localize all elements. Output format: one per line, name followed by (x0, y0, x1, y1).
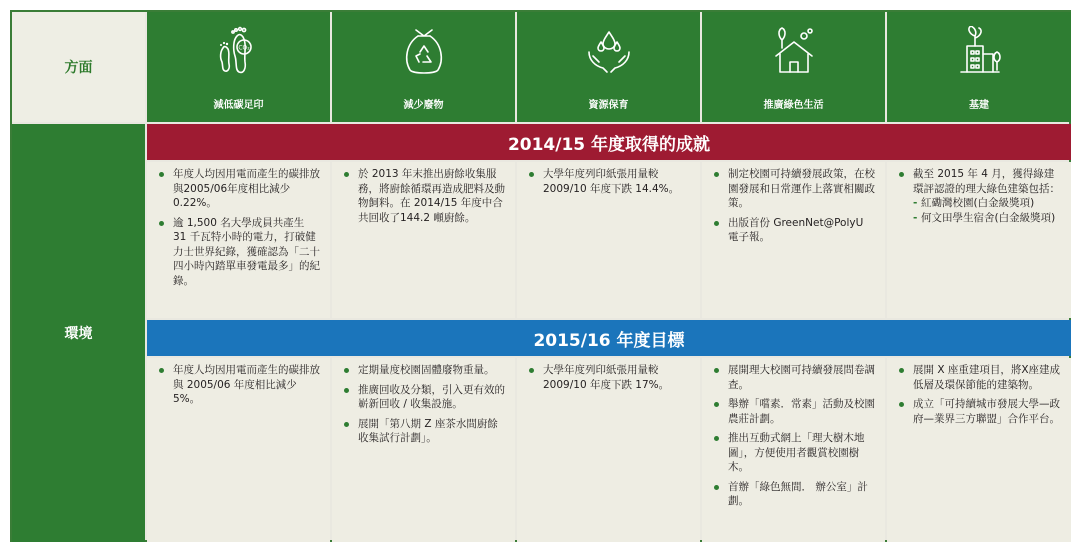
category-label: 基建 (969, 100, 989, 111)
list-item: 出版首份 GreenNet@PolyU 電子報。 (712, 216, 875, 245)
achievement-cell-infrastructure (887, 162, 1071, 318)
category-label: 推廣綠色生活 (763, 100, 824, 111)
list-item: 推出互動式網上「理大樹木地圖」，方便使用者觀賞校園樹木。 (712, 431, 875, 475)
list-item: 展開理大校園可持續發展問卷調查。 (712, 363, 875, 392)
list-item: 首辦「綠色無間． 辦公室」計劃。 (712, 480, 875, 509)
list-item: 制定校園可持續發展政策，在校園發展和日常運作上落實相關政策。 (712, 167, 875, 211)
header-resource-conservation (517, 12, 700, 122)
sub-item: - 何文田學生宿舍(白金級獎項) (913, 211, 1056, 224)
achievements-heading: 2014/15 年度取得的成就 (147, 124, 1071, 160)
list-item: 展開 X 座重建項目，將X座建成低層及環保節能的建築物。 (897, 363, 1061, 392)
sustainability-table (10, 10, 1071, 542)
header-carbon-footprint (147, 12, 330, 122)
list-item: 於 2013 年末推出廚餘收集服務，將廚餘循環再造成肥料及動物飼料。在 2014/15 年度中合共回收了144.2 噸廚餘。 (342, 167, 505, 225)
list-item: 截至 2015 年 4 月，獲得綠建環評認證的理大綠色建築包括： - 紅磡灣校園(白金級獎項) - 何文田學生宿舍(白金級獎項) (897, 167, 1061, 225)
water-hands-icon (583, 26, 635, 78)
category-label: 減低碳足印 (213, 100, 264, 111)
list-item: 成立「可持續城市發展大學—政府—業界三方聯盟」合作平台。 (897, 397, 1061, 426)
target-cell-carbon (147, 358, 330, 542)
achievement-cell-waste (332, 162, 515, 318)
footprint-co2-icon (213, 26, 265, 78)
list-item: 舉辦「嚐素．常素」活動及校園農莊計劃。 (712, 397, 875, 426)
targets-heading: 2015/16 年度目標 (147, 320, 1071, 356)
header-green-living (702, 12, 885, 122)
svg-text:CO₂: CO₂ (237, 44, 250, 52)
target-cell-resource (517, 358, 700, 542)
target-cell-infrastructure (887, 358, 1071, 542)
category-label: 資源保育 (588, 100, 629, 111)
list-item: 展開「第八期 Z 座茶水間廚餘收集試行計劃」。 (342, 417, 505, 446)
category-label: 減少廢物 (403, 100, 444, 111)
recycle-bag-icon (398, 26, 450, 78)
target-cell-green-living (702, 358, 885, 542)
header-waste-reduction (332, 12, 515, 122)
header-infrastructure (887, 12, 1071, 122)
green-house-icon (768, 26, 820, 78)
aspect-header: 方面 (12, 12, 145, 122)
environment-side-label: 環境 (12, 124, 145, 542)
list-item: 定期量度校園固體廢物重量。 (342, 363, 505, 378)
green-building-icon (953, 26, 1005, 78)
list-item: 大學年度列印紙張用量較2009/10 年度下跌 17%。 (527, 363, 690, 392)
achievement-cell-carbon (147, 162, 330, 318)
list-item: 大學年度列印紙張用量較2009/10 年度下跌 14.4%。 (527, 167, 690, 196)
achievement-cell-green-living (702, 162, 885, 318)
sub-item: - 紅磡灣校園(白金級獎項) (913, 197, 1035, 209)
list-item: 年度人均因用電而產生的碳排放與2005/06年度相比減少0.22%。 (157, 167, 320, 211)
achievement-cell-resource (517, 162, 700, 318)
list-item: 逾 1,500 名大學成員共產生 31 千瓦特小時的電力，打破健力士世界紀錄，獲確認為「二十四小時內踏單車發電最多」的紀錄。 (157, 216, 320, 289)
list-item: 推廣回收及分類，引入更有效的嶄新回收 / 收集設施。 (342, 383, 505, 412)
list-item: 年度人均因用電而產生的碳排放與 2005/06 年度相比減少 5%。 (157, 363, 320, 407)
target-cell-waste (332, 358, 515, 542)
